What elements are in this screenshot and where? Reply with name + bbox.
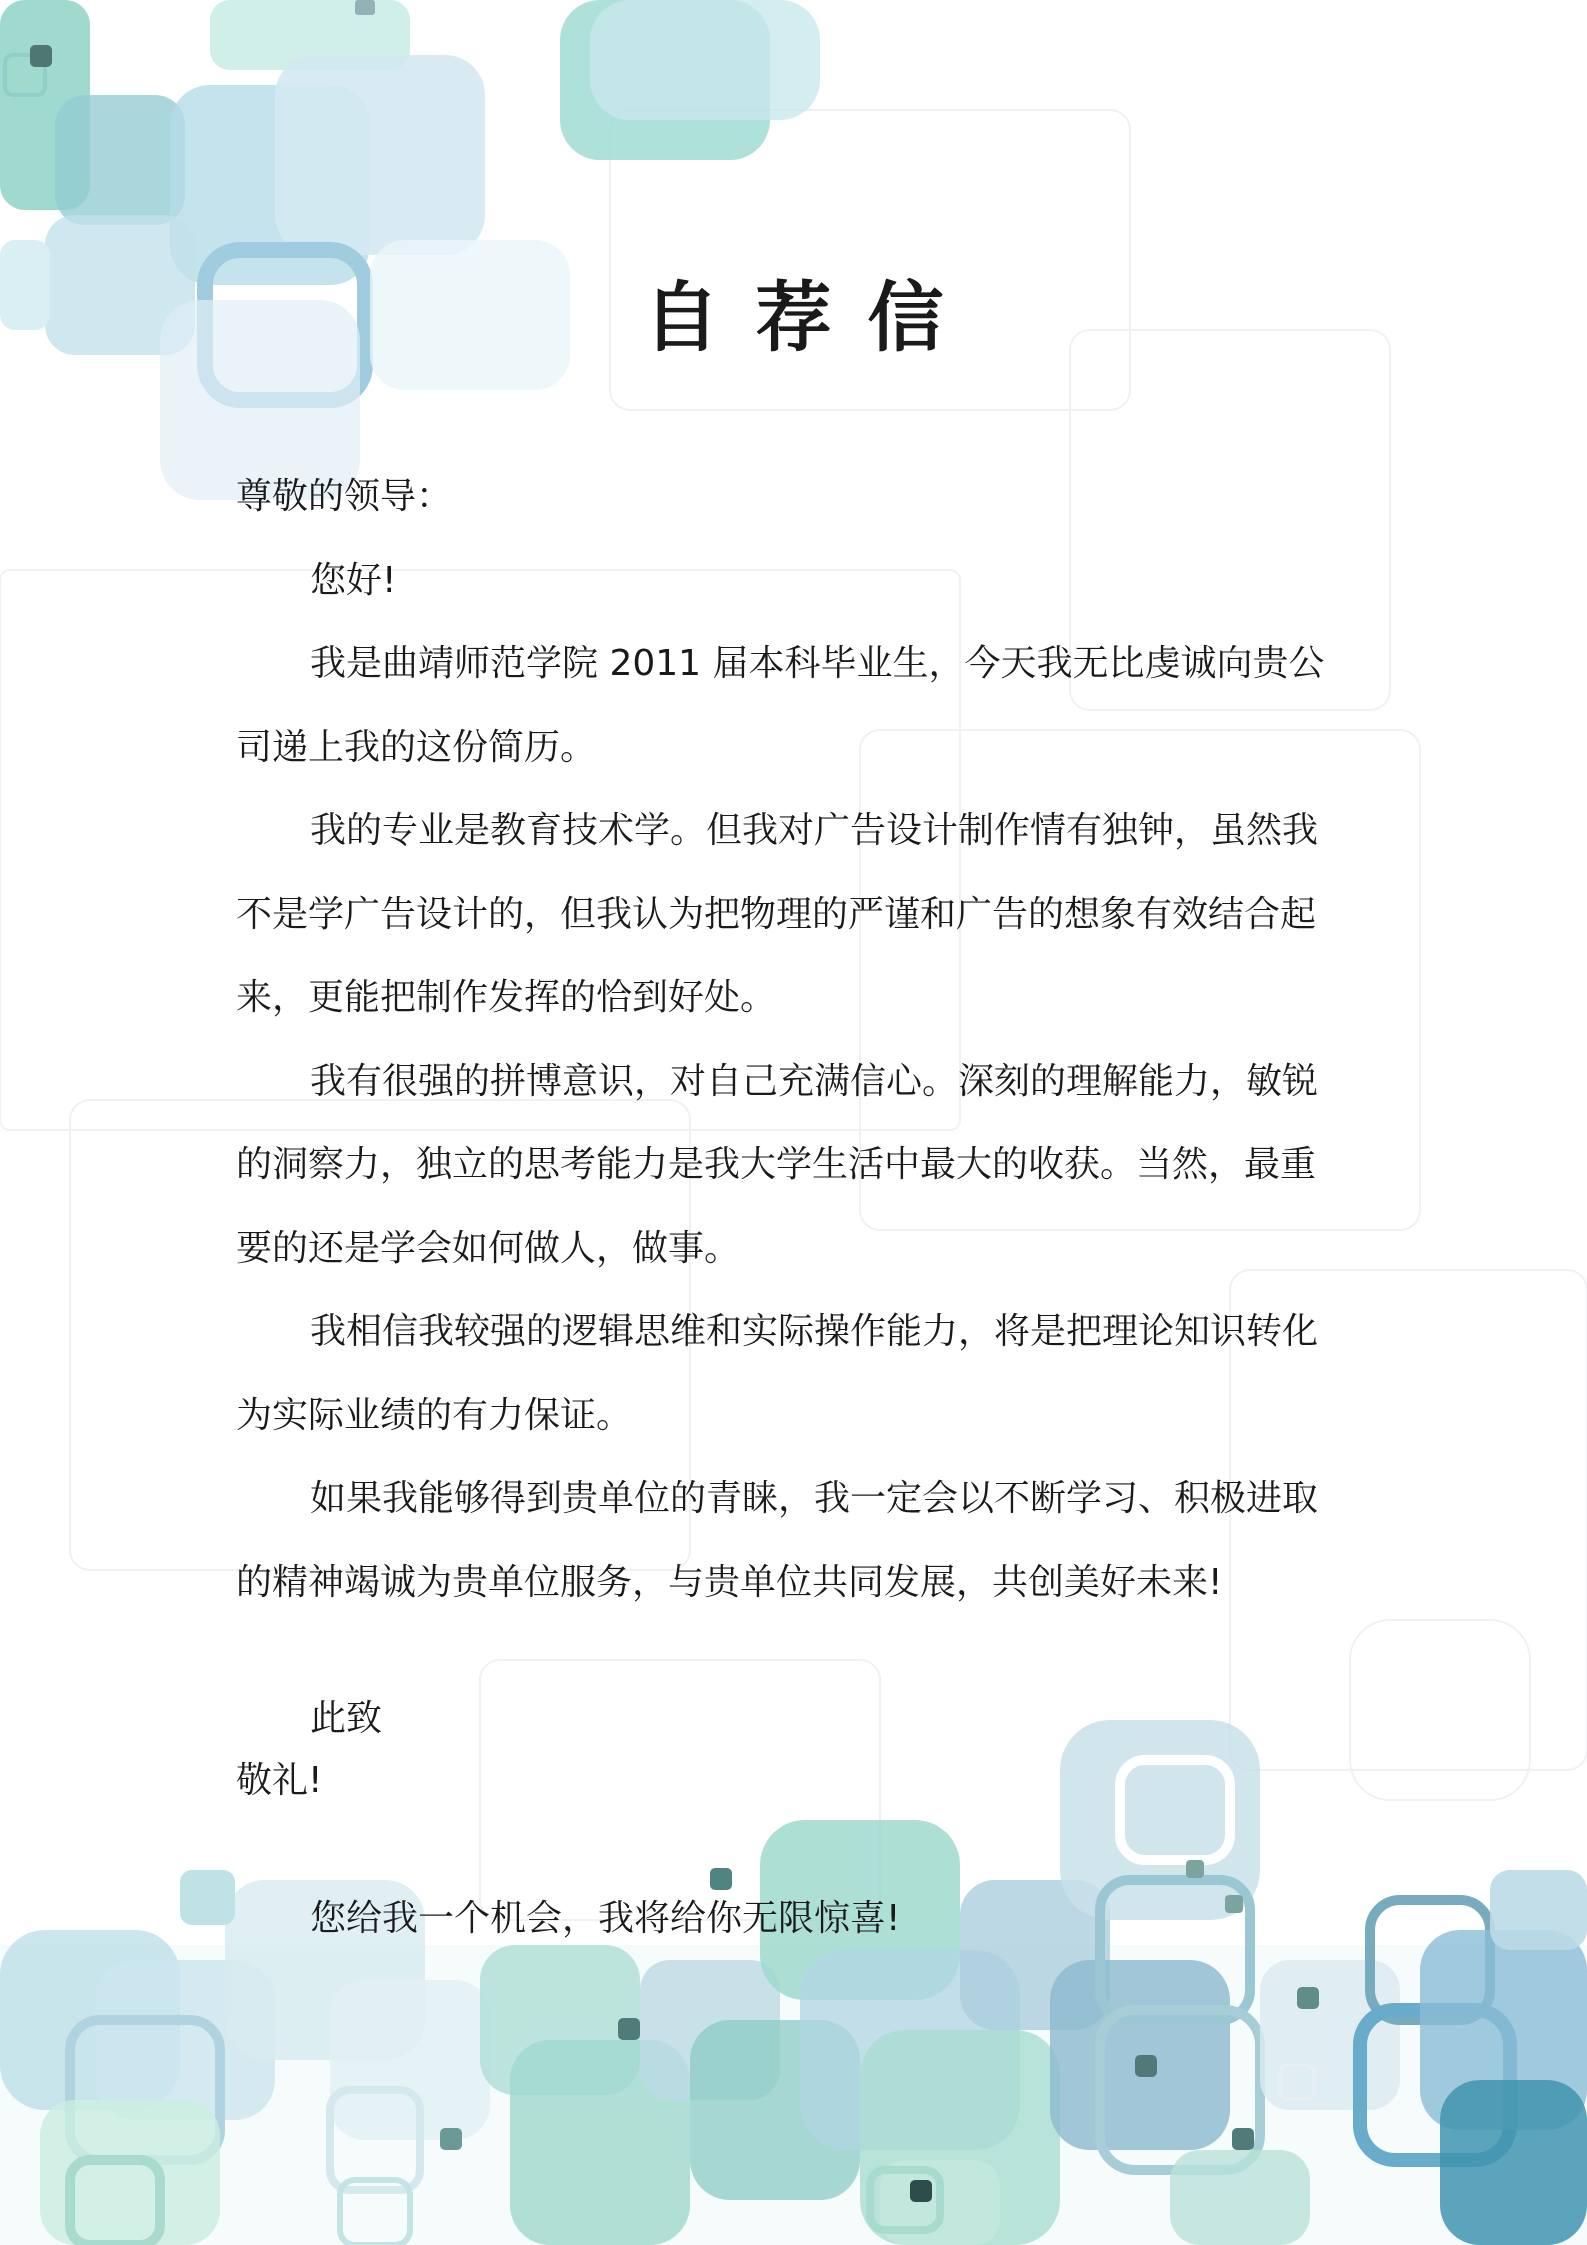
paragraph-1: 我是曲靖师范学院 2011 届本科毕业生，今天我无比虔诚向贵公司递上我的这份简历。 <box>236 643 1325 768</box>
paragraph-4: 我相信我较强的逻辑思维和实际操作能力，将是把理论知识转化为实际业绩的有力保证。 <box>236 1311 1319 1436</box>
paragraph-3: 我有很强的拼博意识，对自己充满信心。深刻的理解能力，敏锐的洞察力，独立的思考能力是我大学生活中最大的收获。当然，最重要的还是学会如何做人，做事。 <box>236 1060 1319 1269</box>
closing-regards: 此致 <box>310 1698 383 1739</box>
closing-block <box>236 1688 1350 1812</box>
paragraph-5: 如果我能够得到贵单位的青睐，我一定会以不断学习、积极进取的精神竭诚为贵单位服务，与贵单位共同发展，共创美好未来! <box>236 1478 1319 1603</box>
closing-salute: 敬礼! <box>236 1760 323 1801</box>
letter-title: 自荐信 <box>643 273 980 362</box>
greeting: 您好! <box>310 559 397 601</box>
paragraph-2: 我的专业是教育技术学。但我对广告设计制作情有独钟，虽然我不是学广告设计的，但我认为把物理的严谨和广告的想象有效结合起来，更能把制作发挥的恰到好处。 <box>236 810 1319 1018</box>
postscript: 您给我一个机会，我将给你无限惊喜! <box>310 1898 901 1939</box>
salutation: 尊敬的领导： <box>236 476 453 517</box>
letter-body <box>236 455 1350 1624</box>
